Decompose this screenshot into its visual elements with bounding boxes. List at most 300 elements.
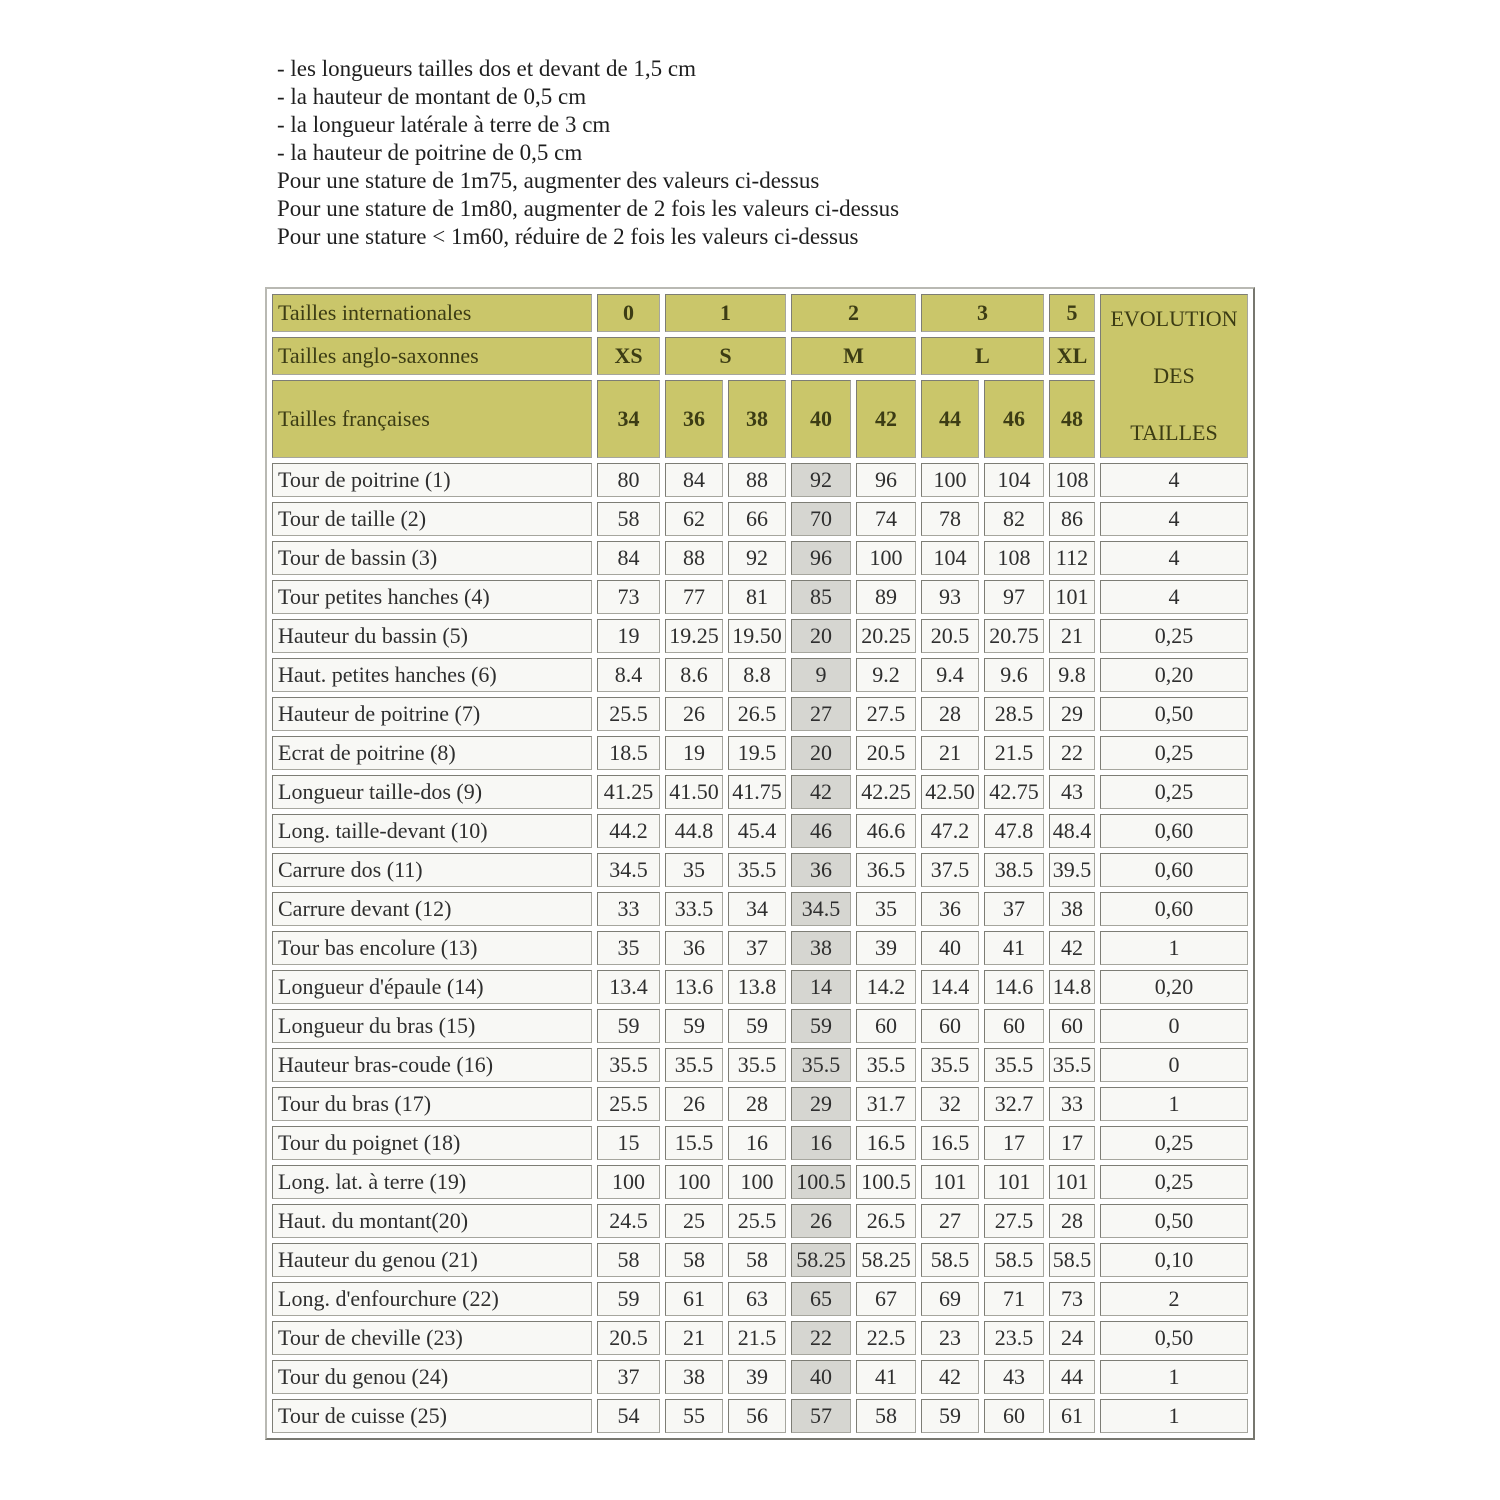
size-value-cell: 26 <box>665 697 723 731</box>
size-value-cell: 15 <box>597 1126 660 1160</box>
evolution-value-cell: 1 <box>1100 1399 1248 1433</box>
size-value-cell: 20.75 <box>984 619 1044 653</box>
measurement-label: Long. taille-devant (10) <box>272 814 592 848</box>
evolution-value-cell: 0,60 <box>1100 892 1248 926</box>
size-value-cell: 47.2 <box>921 814 979 848</box>
size-value-cell: 61 <box>1049 1399 1095 1433</box>
size-table-head <box>272 294 1248 458</box>
measurement-label: Hauteur du genou (21) <box>272 1243 592 1277</box>
measurement-label: Tour de cuisse (25) <box>272 1399 592 1433</box>
size-value-cell: 13.8 <box>728 970 786 1004</box>
size-value-cell: 60 <box>984 1399 1044 1433</box>
size-value-cell: 27 <box>791 697 851 731</box>
size-value-cell: 88 <box>728 463 786 497</box>
size-value-cell: 26.5 <box>856 1204 916 1238</box>
measurement-label: Tour du poignet (18) <box>272 1126 592 1160</box>
size-header-cell: 2 <box>791 294 916 332</box>
size-value-cell: 100.5 <box>856 1165 916 1199</box>
size-header-cell: 48 <box>1049 380 1095 458</box>
evolution-value-cell: 0,20 <box>1100 658 1248 692</box>
size-value-cell: 58 <box>728 1243 786 1277</box>
size-value-cell: 18.5 <box>597 736 660 770</box>
size-value-cell: 58.5 <box>1049 1243 1095 1277</box>
size-value-cell: 44.8 <box>665 814 723 848</box>
size-value-cell: 20.5 <box>856 736 916 770</box>
size-value-cell: 54 <box>597 1399 660 1433</box>
size-value-cell: 38 <box>1049 892 1095 926</box>
size-value-cell: 36 <box>921 892 979 926</box>
size-value-cell: 40 <box>921 931 979 965</box>
table-row <box>272 619 1248 653</box>
size-value-cell: 42.25 <box>856 775 916 809</box>
size-header-cell: 38 <box>728 380 786 458</box>
size-value-cell: 19 <box>597 619 660 653</box>
size-value-cell: 97 <box>984 580 1044 614</box>
size-value-cell: 100 <box>597 1165 660 1199</box>
size-value-cell: 93 <box>921 580 979 614</box>
size-value-cell: 9.6 <box>984 658 1044 692</box>
size-value-cell: 35 <box>597 931 660 965</box>
evolution-value-cell: 0,60 <box>1100 814 1248 848</box>
table-row <box>272 1165 1248 1199</box>
table-row <box>272 502 1248 536</box>
size-value-cell: 62 <box>665 502 723 536</box>
size-value-cell: 16 <box>728 1126 786 1160</box>
size-value-cell: 43 <box>984 1360 1044 1394</box>
size-value-cell: 9 <box>791 658 851 692</box>
measurement-label: Tour petites hanches (4) <box>272 580 592 614</box>
size-value-cell: 59 <box>728 1009 786 1043</box>
size-value-cell: 35.5 <box>665 1048 723 1082</box>
note-line: - la longueur latérale à terre de 3 cm <box>277 112 611 137</box>
evolution-value-cell: 1 <box>1100 1087 1248 1121</box>
size-value-cell: 58 <box>597 1243 660 1277</box>
size-value-cell: 96 <box>856 463 916 497</box>
size-header-cell: L <box>921 337 1044 375</box>
size-value-cell: 35 <box>856 892 916 926</box>
size-value-cell: 14.6 <box>984 970 1044 1004</box>
size-value-cell: 55 <box>665 1399 723 1433</box>
header-row-label: Tailles anglo-saxonnes <box>272 337 592 375</box>
size-value-cell: 89 <box>856 580 916 614</box>
size-value-cell: 31.7 <box>856 1087 916 1121</box>
size-value-cell: 84 <box>597 541 660 575</box>
evolution-value-cell: 4 <box>1100 580 1248 614</box>
evolution-value-cell: 0 <box>1100 1048 1248 1082</box>
measurement-label: Tour du genou (24) <box>272 1360 592 1394</box>
size-value-cell: 20.5 <box>921 619 979 653</box>
evolution-value-cell: 0,25 <box>1100 1165 1248 1199</box>
size-value-cell: 35 <box>665 853 723 887</box>
evolution-header <box>1100 294 1248 458</box>
size-value-cell: 63 <box>728 1282 786 1316</box>
measurement-label: Tour du bras (17) <box>272 1087 592 1121</box>
size-value-cell: 42 <box>791 775 851 809</box>
size-value-cell: 100 <box>728 1165 786 1199</box>
size-value-cell: 59 <box>597 1282 660 1316</box>
size-value-cell: 22.5 <box>856 1321 916 1355</box>
size-value-cell: 58.25 <box>856 1243 916 1277</box>
evolution-value-cell: 0,50 <box>1100 1321 1248 1355</box>
size-value-cell: 78 <box>921 502 979 536</box>
size-value-cell: 74 <box>856 502 916 536</box>
table-row <box>272 1282 1248 1316</box>
size-value-cell: 39.5 <box>1049 853 1095 887</box>
table-row <box>272 1087 1248 1121</box>
size-value-cell: 36 <box>665 931 723 965</box>
evolution-value-cell: 2 <box>1100 1282 1248 1316</box>
measurement-label: Haut. du montant(20) <box>272 1204 592 1238</box>
evolution-value-cell: 1 <box>1100 931 1248 965</box>
evolution-value-cell: 1 <box>1100 1360 1248 1394</box>
size-value-cell: 41 <box>856 1360 916 1394</box>
size-header-cell: 42 <box>856 380 916 458</box>
measurement-label: Hauteur du bassin (5) <box>272 619 592 653</box>
size-value-cell: 20.5 <box>597 1321 660 1355</box>
notes-block <box>277 55 899 251</box>
measurement-label: Long. d'enfourchure (22) <box>272 1282 592 1316</box>
measurement-label: Long. lat. à terre (19) <box>272 1165 592 1199</box>
size-value-cell: 43 <box>1049 775 1095 809</box>
size-value-cell: 108 <box>1049 463 1095 497</box>
size-value-cell: 77 <box>665 580 723 614</box>
table-row <box>272 1009 1248 1043</box>
table-row <box>272 1204 1248 1238</box>
evolution-value-cell: 0 <box>1100 1009 1248 1043</box>
size-value-cell: 24 <box>1049 1321 1095 1355</box>
size-value-cell: 25.5 <box>597 697 660 731</box>
size-value-cell: 58.25 <box>791 1243 851 1277</box>
evolution-value-cell: 0,50 <box>1100 1204 1248 1238</box>
size-value-cell: 42.50 <box>921 775 979 809</box>
size-value-cell: 66 <box>728 502 786 536</box>
size-value-cell: 14.2 <box>856 970 916 1004</box>
size-value-cell: 84 <box>665 463 723 497</box>
size-value-cell: 21 <box>921 736 979 770</box>
note-line: - la hauteur de montant de 0,5 cm <box>277 84 587 109</box>
size-value-cell: 33 <box>1049 1087 1095 1121</box>
size-table-body <box>272 463 1248 1433</box>
evolution-header-line: DES <box>1153 363 1195 388</box>
table-row <box>272 931 1248 965</box>
size-value-cell: 35.5 <box>728 853 786 887</box>
size-value-cell: 47.8 <box>984 814 1044 848</box>
size-value-cell: 88 <box>665 541 723 575</box>
evolution-value-cell: 0,50 <box>1100 697 1248 731</box>
size-value-cell: 33 <box>597 892 660 926</box>
size-value-cell: 86 <box>1049 502 1095 536</box>
size-value-cell: 92 <box>791 463 851 497</box>
size-value-cell: 37 <box>728 931 786 965</box>
measurement-label: Haut. petites hanches (6) <box>272 658 592 692</box>
size-value-cell: 8.4 <box>597 658 660 692</box>
size-value-cell: 100.5 <box>791 1165 851 1199</box>
size-header-cell: 46 <box>984 380 1044 458</box>
size-value-cell: 34 <box>728 892 786 926</box>
size-value-cell: 46.6 <box>856 814 916 848</box>
evolution-value-cell: 0,25 <box>1100 619 1248 653</box>
size-value-cell: 100 <box>856 541 916 575</box>
size-value-cell: 73 <box>597 580 660 614</box>
size-value-cell: 58 <box>665 1243 723 1277</box>
measurement-label: Tour de bassin (3) <box>272 541 592 575</box>
table-row <box>272 541 1248 575</box>
size-value-cell: 37 <box>984 892 1044 926</box>
table-row <box>272 697 1248 731</box>
table-row <box>272 580 1248 614</box>
size-header-cell: 40 <box>791 380 851 458</box>
size-value-cell: 33.5 <box>665 892 723 926</box>
evolution-value-cell: 0,10 <box>1100 1243 1248 1277</box>
measurement-label: Tour de poitrine (1) <box>272 463 592 497</box>
measurement-label: Hauteur de poitrine (7) <box>272 697 592 731</box>
size-value-cell: 82 <box>984 502 1044 536</box>
size-value-cell: 37.5 <box>921 853 979 887</box>
table-row <box>272 853 1248 887</box>
size-value-cell: 44.2 <box>597 814 660 848</box>
size-value-cell: 35.5 <box>1049 1048 1095 1082</box>
size-value-cell: 45.4 <box>728 814 786 848</box>
table-row <box>272 1243 1248 1277</box>
measurement-label: Carrure devant (12) <box>272 892 592 926</box>
size-value-cell: 24.5 <box>597 1204 660 1238</box>
size-value-cell: 60 <box>1049 1009 1095 1043</box>
size-value-cell: 56 <box>728 1399 786 1433</box>
size-value-cell: 59 <box>921 1399 979 1433</box>
measurement-label: Longueur d'épaule (14) <box>272 970 592 1004</box>
size-value-cell: 100 <box>921 463 979 497</box>
size-value-cell: 26 <box>791 1204 851 1238</box>
size-value-cell: 22 <box>791 1321 851 1355</box>
size-value-cell: 112 <box>1049 541 1095 575</box>
evolution-value-cell: 4 <box>1100 463 1248 497</box>
size-value-cell: 26 <box>665 1087 723 1121</box>
measurement-label: Tour de taille (2) <box>272 502 592 536</box>
size-value-cell: 21.5 <box>728 1321 786 1355</box>
size-value-cell: 41.50 <box>665 775 723 809</box>
size-value-cell: 13.6 <box>665 970 723 1004</box>
size-value-cell: 28.5 <box>984 697 1044 731</box>
size-value-cell: 27.5 <box>856 697 916 731</box>
note-line: Pour une stature < 1m60, réduire de 2 fois les valeurs ci-dessus <box>277 224 859 249</box>
evolution-header-line: EVOLUTION <box>1110 306 1238 331</box>
size-value-cell: 60 <box>921 1009 979 1043</box>
size-value-cell: 32 <box>921 1087 979 1121</box>
size-value-cell: 36 <box>791 853 851 887</box>
size-value-cell: 38 <box>665 1360 723 1394</box>
size-value-cell: 19.50 <box>728 619 786 653</box>
size-value-cell: 15.5 <box>665 1126 723 1160</box>
size-value-cell: 60 <box>856 1009 916 1043</box>
header-row-label: Tailles internationales <box>272 294 592 332</box>
size-value-cell: 28 <box>728 1087 786 1121</box>
size-header-cell: 1 <box>665 294 786 332</box>
table-row <box>272 463 1248 497</box>
size-value-cell: 20 <box>791 736 851 770</box>
size-value-cell: 41 <box>984 931 1044 965</box>
size-value-cell: 23 <box>921 1321 979 1355</box>
size-header-cell: 44 <box>921 380 979 458</box>
evolution-header-line: TAILLES <box>1130 420 1218 445</box>
size-value-cell: 73 <box>1049 1282 1095 1316</box>
size-value-cell: 80 <box>597 463 660 497</box>
table-row <box>272 970 1248 1004</box>
size-value-cell: 16 <box>791 1126 851 1160</box>
size-value-cell: 35.5 <box>984 1048 1044 1082</box>
table-row <box>272 1126 1248 1160</box>
size-value-cell: 29 <box>791 1087 851 1121</box>
evolution-value-cell: 0,60 <box>1100 853 1248 887</box>
size-value-cell: 69 <box>921 1282 979 1316</box>
size-value-cell: 9.8 <box>1049 658 1095 692</box>
size-header-cell: 5 <box>1049 294 1095 332</box>
size-value-cell: 19.5 <box>728 736 786 770</box>
measurement-label: Longueur du bras (15) <box>272 1009 592 1043</box>
evolution-value-cell: 0,25 <box>1100 1126 1248 1160</box>
size-value-cell: 39 <box>856 931 916 965</box>
size-value-cell: 60 <box>984 1009 1044 1043</box>
size-value-cell: 42 <box>1049 931 1095 965</box>
note-line: - les longueurs tailles dos et devant de 1,5 cm <box>277 56 697 81</box>
size-value-cell: 67 <box>856 1282 916 1316</box>
size-value-cell: 42.75 <box>984 775 1044 809</box>
evolution-value-cell: 4 <box>1100 502 1248 536</box>
size-value-cell: 34.5 <box>791 892 851 926</box>
size-value-cell: 41.75 <box>728 775 786 809</box>
size-value-cell: 27.5 <box>984 1204 1044 1238</box>
size-value-cell: 40 <box>791 1360 851 1394</box>
size-value-cell: 61 <box>665 1282 723 1316</box>
size-value-cell: 38.5 <box>984 853 1044 887</box>
table-row <box>272 736 1248 770</box>
evolution-value-cell: 0,25 <box>1100 775 1248 809</box>
size-value-cell: 59 <box>665 1009 723 1043</box>
header-row <box>272 294 1248 332</box>
size-value-cell: 58 <box>597 502 660 536</box>
size-value-cell: 100 <box>665 1165 723 1199</box>
measurement-label: Hauteur bras-coude (16) <box>272 1048 592 1082</box>
size-value-cell: 44 <box>1049 1360 1095 1394</box>
size-value-cell: 101 <box>984 1165 1044 1199</box>
evolution-value-cell: 0,25 <box>1100 736 1248 770</box>
size-value-cell: 35.5 <box>728 1048 786 1082</box>
size-value-cell: 38 <box>791 931 851 965</box>
size-header-cell: M <box>791 337 916 375</box>
evolution-value-cell: 4 <box>1100 541 1248 575</box>
size-value-cell: 71 <box>984 1282 1044 1316</box>
measurement-label: Longueur taille-dos (9) <box>272 775 592 809</box>
size-value-cell: 21.5 <box>984 736 1044 770</box>
size-value-cell: 8.6 <box>665 658 723 692</box>
size-value-cell: 96 <box>791 541 851 575</box>
size-value-cell: 92 <box>728 541 786 575</box>
size-value-cell: 101 <box>921 1165 979 1199</box>
size-value-cell: 25 <box>665 1204 723 1238</box>
size-value-cell: 9.4 <box>921 658 979 692</box>
size-header-cell: 36 <box>665 380 723 458</box>
evolution-value-cell: 0,20 <box>1100 970 1248 1004</box>
measurement-label: Tour de cheville (23) <box>272 1321 592 1355</box>
size-value-cell: 14.8 <box>1049 970 1095 1004</box>
size-value-cell: 28 <box>1049 1204 1095 1238</box>
size-header-cell: 3 <box>921 294 1044 332</box>
note-line: Pour une stature de 1m80, augmenter de 2 fois les valeurs ci-dessus <box>277 196 900 221</box>
table-row <box>272 814 1248 848</box>
size-header-cell: XS <box>597 337 660 375</box>
table-row <box>272 892 1248 926</box>
measurement-label: Tour bas encolure (13) <box>272 931 592 965</box>
size-value-cell: 58.5 <box>921 1243 979 1277</box>
size-value-cell: 35.5 <box>597 1048 660 1082</box>
size-header-cell: 0 <box>597 294 660 332</box>
size-value-cell: 21 <box>665 1321 723 1355</box>
size-header-cell: 34 <box>597 380 660 458</box>
size-value-cell: 13.4 <box>597 970 660 1004</box>
size-value-cell: 59 <box>791 1009 851 1043</box>
size-value-cell: 26.5 <box>728 697 786 731</box>
size-value-cell: 58.5 <box>984 1243 1044 1277</box>
size-value-cell: 48.4 <box>1049 814 1095 848</box>
size-header-cell: XL <box>1049 337 1095 375</box>
size-value-cell: 19 <box>665 736 723 770</box>
size-value-cell: 101 <box>1049 580 1095 614</box>
header-row-label: Tailles françaises <box>272 380 592 458</box>
size-value-cell: 35.5 <box>856 1048 916 1082</box>
size-header-cell: S <box>665 337 786 375</box>
size-value-cell: 35.5 <box>921 1048 979 1082</box>
size-value-cell: 28 <box>921 697 979 731</box>
measurement-label: Ecrat de poitrine (8) <box>272 736 592 770</box>
size-value-cell: 8.8 <box>728 658 786 692</box>
size-value-cell: 104 <box>984 463 1044 497</box>
size-value-cell: 16.5 <box>921 1126 979 1160</box>
size-value-cell: 41.25 <box>597 775 660 809</box>
size-value-cell: 108 <box>984 541 1044 575</box>
size-value-cell: 37 <box>597 1360 660 1394</box>
size-value-cell: 101 <box>1049 1165 1095 1199</box>
table-row <box>272 658 1248 692</box>
size-value-cell: 104 <box>921 541 979 575</box>
size-value-cell: 27 <box>921 1204 979 1238</box>
size-value-cell: 20.25 <box>856 619 916 653</box>
size-value-cell: 57 <box>791 1399 851 1433</box>
size-value-cell: 39 <box>728 1360 786 1394</box>
table-row <box>272 1360 1248 1394</box>
size-value-cell: 19.25 <box>665 619 723 653</box>
size-value-cell: 25.5 <box>728 1204 786 1238</box>
size-table <box>265 287 1255 1440</box>
size-value-cell: 81 <box>728 580 786 614</box>
size-value-cell: 9.2 <box>856 658 916 692</box>
table-row <box>272 775 1248 809</box>
size-value-cell: 32.7 <box>984 1087 1044 1121</box>
size-value-cell: 21 <box>1049 619 1095 653</box>
size-value-cell: 23.5 <box>984 1321 1044 1355</box>
size-value-cell: 29 <box>1049 697 1095 731</box>
size-value-cell: 35.5 <box>791 1048 851 1082</box>
size-value-cell: 16.5 <box>856 1126 916 1160</box>
size-value-cell: 14 <box>791 970 851 1004</box>
table-row <box>272 1321 1248 1355</box>
size-value-cell: 17 <box>984 1126 1044 1160</box>
size-value-cell: 25.5 <box>597 1087 660 1121</box>
size-value-cell: 34.5 <box>597 853 660 887</box>
table-row <box>272 1399 1248 1433</box>
size-value-cell: 58 <box>856 1399 916 1433</box>
size-value-cell: 85 <box>791 580 851 614</box>
note-line: Pour une stature de 1m75, augmenter des valeurs ci-dessus <box>277 168 820 193</box>
size-value-cell: 14.4 <box>921 970 979 1004</box>
